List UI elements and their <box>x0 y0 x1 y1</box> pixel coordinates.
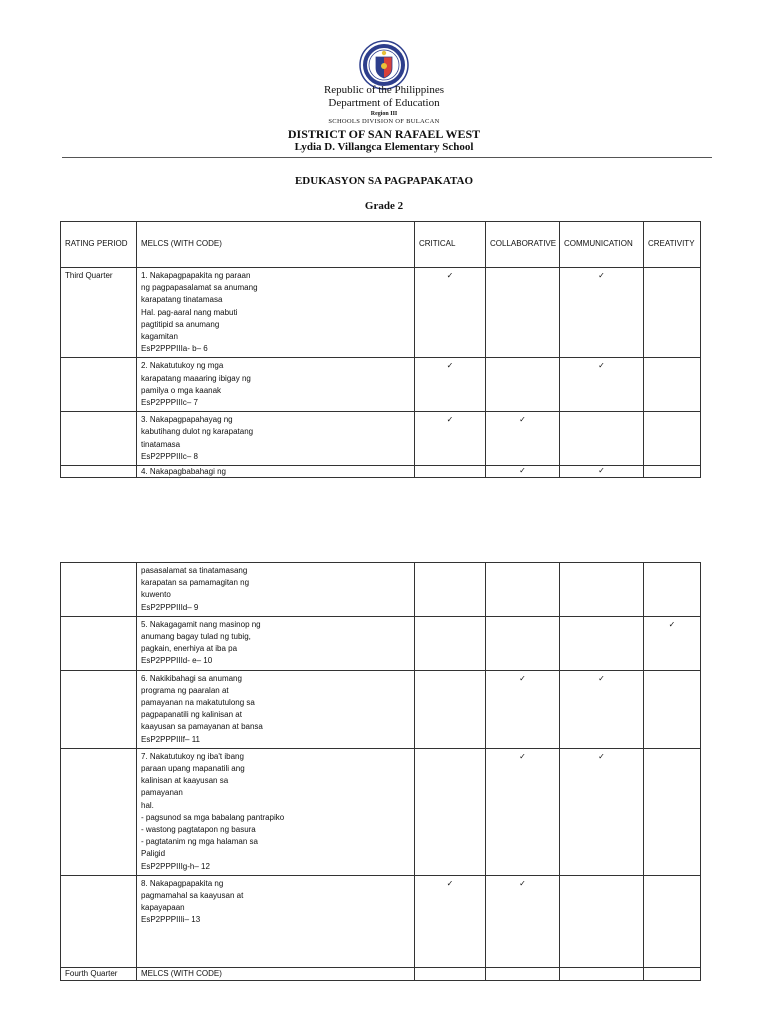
check-creativity <box>644 358 701 412</box>
rating-period-cell: Fourth Quarter <box>61 967 137 980</box>
check-creativity <box>644 268 701 358</box>
table-row <box>61 412 701 466</box>
check-creativity <box>644 616 701 670</box>
check-creativity <box>644 748 701 875</box>
check-collaborative <box>486 967 560 980</box>
table-row <box>61 967 701 980</box>
check-creativity <box>644 875 701 967</box>
check-communication <box>560 670 644 748</box>
rating-period-cell: Third Quarter <box>61 268 137 358</box>
table-row <box>61 875 701 967</box>
table-row <box>61 268 701 358</box>
col-communication: COMMUNICATION <box>560 222 644 268</box>
melc-cell: MELCS (WITH CODE) <box>137 967 415 980</box>
check-communication <box>560 563 644 617</box>
check-creativity <box>644 563 701 617</box>
rating-period-cell <box>61 616 137 670</box>
header-department: Department of Education <box>328 97 440 109</box>
check-mark-icon: ✓ <box>598 673 605 683</box>
check-collaborative <box>486 466 560 478</box>
rating-period-cell <box>61 466 137 478</box>
melc-cell: 3. Nakapagpapahayag ng kabutihang dulot ng karapatang tinatamasa EsP2PPPIIIc– 8 <box>137 412 415 466</box>
check-communication <box>560 875 644 967</box>
melc-cell: 5. Nakagagamit nang masinop ng anumang bagay tulad ng tubig, pagkain, enerhiya at iba pa EsP2PPPIIId- e– 10 <box>137 616 415 670</box>
competency-table-page1 <box>60 221 701 478</box>
check-collaborative <box>486 358 560 412</box>
check-communication <box>560 358 644 412</box>
rating-period-cell <box>61 563 137 617</box>
check-mark-icon: ✓ <box>598 271 605 280</box>
col-collaborative: COLLABORATIVE <box>486 222 560 268</box>
rating-period-cell <box>61 748 137 875</box>
check-communication <box>560 466 644 478</box>
check-communication <box>560 268 644 358</box>
check-collaborative <box>486 616 560 670</box>
check-mark-icon: ✓ <box>519 673 526 683</box>
check-mark-icon: ✓ <box>598 361 605 371</box>
check-critical <box>415 748 486 875</box>
deped-seal-logo <box>359 40 409 90</box>
check-communication <box>560 616 644 670</box>
check-critical <box>415 670 486 748</box>
check-creativity <box>644 466 701 478</box>
check-critical <box>415 466 486 478</box>
check-mark-icon: ✓ <box>446 415 454 425</box>
header-divider <box>62 157 712 158</box>
header-school: Lydia D. Villangca Elementary School <box>294 141 474 153</box>
check-creativity <box>644 967 701 980</box>
col-critical: CRITICAL <box>415 222 486 268</box>
check-critical <box>415 268 486 358</box>
table-row <box>61 748 701 875</box>
check-critical <box>415 875 486 967</box>
col-melcs: MELCS (WITH CODE) <box>137 222 415 268</box>
col-creativity: CREATIVITY <box>644 222 701 268</box>
melc-cell: 7. Nakatutukoy ng iba't ibang paraan upang mapanatili ang kalinisan at kaayusan sa pamayanan hal. - pagsunod sa mga babalang pantrapiko - wastong pagtatapon ng basura - pagtatanim ng mga halaman sa Paligid EsP2PPPIIIg-h– 12 <box>137 748 415 875</box>
check-critical <box>415 358 486 412</box>
check-collaborative <box>486 268 560 358</box>
header-district: DISTRICT OF SAN RAFAEL WEST <box>287 127 481 141</box>
table-row <box>61 358 701 412</box>
rating-period-cell <box>61 875 137 967</box>
check-mark-icon: ✓ <box>519 415 526 425</box>
table-row <box>61 466 701 478</box>
document-title: EDUKASYON SA PAGPAPAKATAO <box>294 175 474 187</box>
check-collaborative <box>486 875 560 967</box>
check-communication <box>560 412 644 466</box>
melc-cell: pasasalamat sa tinatamasang karapatan sa pamamagitan ng kuwento EsP2PPPIIId– 9 <box>137 563 415 617</box>
header-republic: Republic of the Philippines <box>323 84 445 96</box>
check-mark-icon: ✓ <box>668 619 676 629</box>
rating-period-cell <box>61 670 137 748</box>
header-region: Region III <box>370 111 398 117</box>
check-mark-icon: ✓ <box>446 878 454 888</box>
melc-cell: 4. Nakapagbabahagi ng <box>137 466 415 478</box>
check-mark-icon: ✓ <box>598 466 605 476</box>
table-header-row <box>61 222 701 268</box>
check-critical <box>415 967 486 980</box>
table-row <box>61 563 701 617</box>
check-communication <box>560 967 644 980</box>
col-rating-period: RATING PERIOD <box>61 222 137 268</box>
rating-period-cell <box>61 358 137 412</box>
melc-cell: 6. Nakikibahagi sa anumang programa ng paaralan at pamayanan na makatutulong sa pagpapanatili ng kalinisan at kaayusan sa pamayanan at bansa EsP2PPPIIIf– 11 <box>137 670 415 748</box>
rating-period-cell <box>61 412 137 466</box>
competency-table-page2 <box>60 562 701 981</box>
header-division: SCHOOLS DIVISION OF BULACAN <box>328 118 440 125</box>
check-critical <box>415 616 486 670</box>
check-collaborative <box>486 670 560 748</box>
check-communication <box>560 748 644 875</box>
table-row <box>61 616 701 670</box>
check-creativity <box>644 412 701 466</box>
check-mark-icon: ✓ <box>519 878 526 888</box>
check-mark-icon: ✓ <box>519 466 526 476</box>
check-collaborative <box>486 563 560 617</box>
check-critical <box>415 563 486 617</box>
check-mark-icon: ✓ <box>598 751 605 761</box>
check-mark-icon: ✓ <box>519 751 526 761</box>
table-row <box>61 670 701 748</box>
check-mark-icon: ✓ <box>446 271 454 280</box>
grade-label: Grade 2 <box>364 200 404 212</box>
check-mark-icon: ✓ <box>446 361 454 371</box>
check-collaborative <box>486 412 560 466</box>
melc-cell: 8. Nakapagpapakita ng pagmamahal sa kaayusan at kapayapaan EsP2PPPIIIi– 13 <box>137 875 415 967</box>
melc-cell: 2. Nakatutukoy ng mga karapatang maaaring ibigay ng pamilya o mga kaanak EsP2PPPIIIc– 7 <box>137 358 415 412</box>
check-critical <box>415 412 486 466</box>
check-creativity <box>644 670 701 748</box>
melc-cell: 1. Nakapagpapakita ng paraan ng pagpapasalamat sa anumang karapatang tinatamasa Hal. pag-aaral nang mabuti pagtitipid sa anumang kagamitan EsP2PPPIIIa- b– 6 <box>137 268 415 358</box>
check-collaborative <box>486 748 560 875</box>
